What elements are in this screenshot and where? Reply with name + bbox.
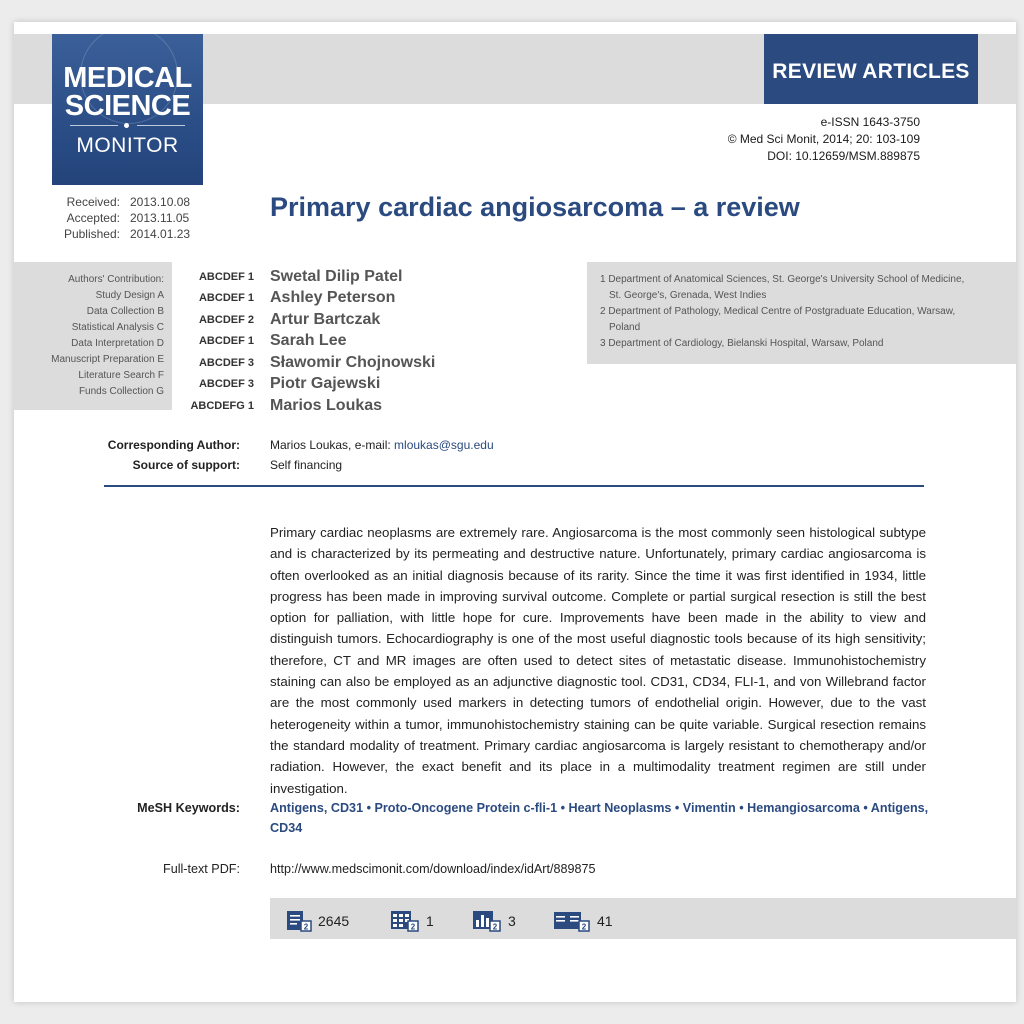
stat-value: 3	[508, 913, 516, 929]
date-row	[60, 226, 190, 242]
article-dates	[60, 194, 190, 242]
email-link[interactable]: mloukas@sgu.edu	[394, 438, 494, 452]
logo-rule-left	[70, 125, 118, 126]
corresponding-label: Corresponding Author:	[107, 438, 240, 452]
affiliation-item: 2 Department of Pathology, Medical Centre of Postgraduate Education, Warsaw, Poland	[600, 306, 956, 333]
contribution-item: Study Design A	[95, 290, 164, 301]
date-value: 2014.01.23	[130, 227, 191, 241]
author-code: ABCDEF 3	[198, 356, 254, 369]
contribution-item: Manuscript Preparation E	[51, 354, 164, 365]
stats-bar	[270, 898, 1016, 939]
author-list	[174, 266, 435, 417]
stat-word-count	[286, 910, 349, 932]
corresponding-name: Marios Loukas, e-mail:	[270, 438, 395, 452]
section-divider	[104, 485, 924, 487]
author-code: ABCDEFG 1	[190, 399, 254, 412]
svg-text:2: 2	[581, 922, 587, 932]
author-code: ABCDEF 3	[198, 378, 254, 391]
mesh-label: MeSH Keywords:	[137, 801, 240, 815]
author-code: ABCDEF 1	[198, 335, 254, 348]
contribution-item: Data Collection B	[86, 306, 164, 317]
contribution-legend	[14, 272, 164, 400]
author-code: ABCDEF 1	[198, 270, 254, 283]
date-row	[60, 210, 190, 226]
journal-logo[interactable]	[52, 34, 203, 185]
author-row	[174, 395, 435, 417]
fulltext-link[interactable]: http://www.medscimonit.com/download/index/idArt/889875	[270, 862, 596, 876]
article-title: Primary cardiac angiosarcoma – a review	[270, 192, 800, 222]
affiliation-item: 1 Department of Anatomical Sciences, St. George's University School of Medicine, St. George's, Grenada, West Indies	[600, 274, 965, 301]
logo-line-1: MEDICAL	[63, 62, 192, 94]
affiliation-item: 3 Department of Cardiology, Bielanski Hospital, Warsaw, Poland	[600, 338, 884, 349]
article-page	[14, 22, 1016, 1002]
support-row	[74, 455, 494, 475]
tables-icon	[390, 910, 420, 932]
fulltext-label: Full-text PDF:	[163, 862, 240, 876]
date-row	[60, 194, 190, 210]
word-count-icon	[286, 910, 312, 932]
author-row	[174, 374, 435, 396]
contribution-item: Literature Search F	[78, 370, 164, 381]
svg-text:2: 2	[492, 922, 498, 932]
affiliation-list	[600, 272, 965, 352]
author-code: ABCDEF 1	[198, 292, 254, 305]
contribution-item: Data Interpretation D	[71, 338, 164, 349]
correspondence-block	[74, 435, 494, 475]
author-name: Artur Bartczak	[270, 310, 381, 328]
contribution-item: Statistical Analysis C	[71, 322, 164, 333]
author-code: ABCDEF 2	[198, 313, 254, 326]
support-label: Source of support:	[132, 458, 240, 472]
contribution-item: Funds Collection G	[78, 386, 164, 397]
author-row	[174, 288, 435, 310]
logo-line-3: MONITOR	[76, 134, 179, 157]
author-name: Marios Loukas	[270, 396, 383, 414]
issn: e-ISSN 1643-3750	[820, 115, 920, 129]
date-value: 2013.11.05	[130, 211, 190, 225]
corresponding-value	[270, 435, 494, 455]
svg-text:2: 2	[303, 922, 309, 932]
logo-rule-right	[137, 125, 185, 126]
abstract-text: Primary cardiac neoplasms are extremely rare. Angiosarcoma is the most commonly seen histological subtype and is characterized by its permeating and destructive nature. Unfortunately, primary cardiac angiosarcoma is often overlooked as an initial diagnosis because of its rarity. Since the time it was first identified in 1934, little progress has been made in improving survival outcome. Complete or partial surgical resection is still the best option for palliation, with little hope for cure. Improvements have been made in the ability to view and distinguish tumors. Echocardiography is one of the most useful diagnostic tools because of its high sensitivity; therefore, CT and MR images are often used to detect sites of metastatic disease. Immunohistochemistry staining can also be employed as an adjunctive diagnostic tool. CD31, CD34, FLI-1, and von Willebrand factor are the most commonly used markers in detecting tumors of endothelial origin. However, due to the vast heterogeneity within a tumor, immunohistochemistry staining can be quite variable. Surgical resection remains the standard modality of treatment. Primary cardiac angiosarcoma is largely resistant to chemotherapy and/or radiation. However, the exact benefit and its place in a multimodality treatment regimen are still under investigation.	[270, 525, 926, 796]
logo-line-2: SCIENCE	[64, 90, 191, 122]
author-name: Sławomir Chojnowski	[270, 353, 436, 371]
mesh-value[interactable]: Antigens, CD31 • Proto-Oncogene Protein c-fli-1 • Heart Neoplasms • Vimentin • Hemangiosarcoma • Antigens, CD34	[270, 801, 929, 835]
author-row	[174, 266, 435, 288]
stat-value: 1	[426, 913, 434, 929]
corresponding-author-row	[74, 435, 494, 455]
author-name: Piotr Gajewski	[270, 375, 381, 393]
author-name: Ashley Peterson	[270, 289, 396, 307]
stat-value: 41	[597, 913, 613, 929]
author-row	[174, 331, 435, 353]
date-label: Accepted:	[66, 211, 120, 225]
copyright: © Med Sci Monit, 2014; 20: 103-109	[727, 132, 920, 146]
support-value: Self financing	[270, 458, 343, 472]
author-row	[174, 309, 435, 331]
doi[interactable]: DOI: 10.12659/MSM.889875	[767, 149, 920, 163]
stat-figures	[472, 910, 516, 932]
contribution-item: Authors' Contribution:	[68, 274, 164, 285]
stat-references	[553, 910, 613, 932]
section-label: REVIEW ARTICLES	[764, 34, 978, 104]
references-icon	[553, 910, 591, 932]
author-name: Sarah Lee	[270, 332, 347, 350]
stat-value: 2645	[318, 913, 350, 929]
author-name: Swetal Dilip Patel	[270, 267, 403, 285]
date-label: Received:	[66, 195, 120, 209]
stat-tables	[390, 910, 434, 932]
author-row	[174, 352, 435, 374]
date-label: Published:	[63, 227, 120, 241]
date-value: 2013.10.08	[130, 195, 191, 209]
figures-icon	[472, 910, 502, 932]
logo-dot	[124, 123, 129, 128]
citation-meta	[728, 114, 920, 165]
svg-text:2: 2	[410, 922, 416, 932]
